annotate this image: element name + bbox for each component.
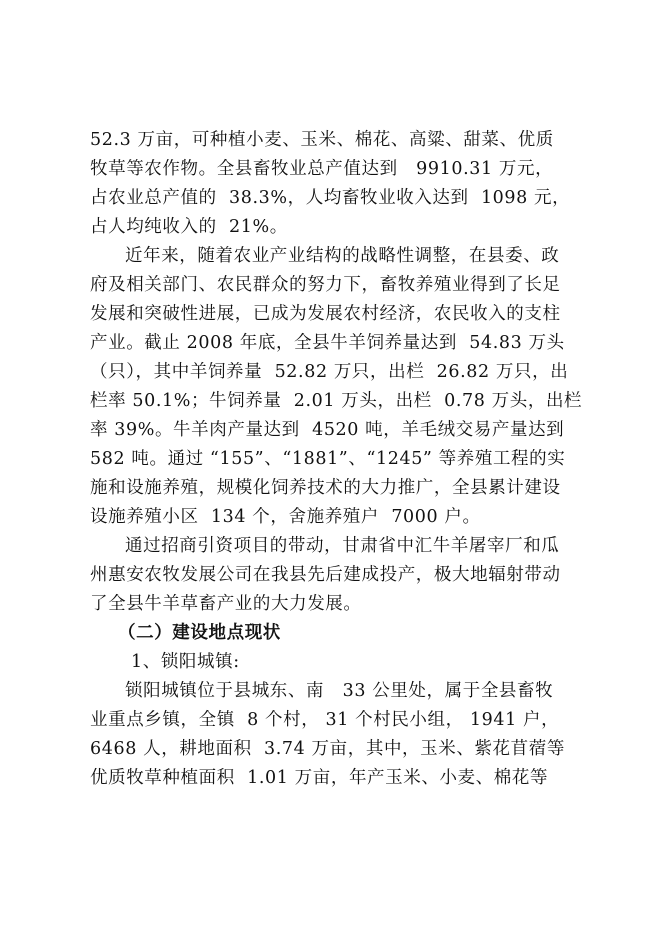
- paragraph-4-line-4: 优质牧草种植面积 1.01 万亩，年产玉米、小麦、棉花等: [90, 768, 549, 788]
- paragraph-2-line-6: 栏率 50.1%；牛饲养量 2.01 万头，出栏 0.78 万头，出栏: [90, 391, 583, 411]
- paragraph-1-line-1: 52.3 万亩，可种植小麦、玉米、棉花、高粱、甜菜、优质: [90, 130, 554, 150]
- paragraph-2-line-9: 施和设施养殖，规模化饲养技术的大力推广，全县累计建设: [90, 478, 561, 498]
- paragraph-3-line-3: 了全县牛羊草畜产业的大力发展。: [90, 594, 362, 614]
- paragraph-1-line-2: 牧草等农作物。全县畜牧业总产值达到 9910.31 万元，: [90, 159, 554, 179]
- paragraph-2-line-4: 产业。截止 2008 年底，全县牛羊饲养量达到 54.83 万头: [90, 333, 565, 353]
- paragraph-2-line-2: 府及相关部门、农民群众的努力下，畜牧养殖业得到了长足: [90, 275, 561, 295]
- paragraph-1-line-4: 占人均纯收入的 21%。: [90, 217, 288, 237]
- paragraph-2-line-5: （只），其中羊饲养量 52.82 万只，出栏 26.82 万只，出: [90, 362, 569, 382]
- subheading: 1、锁阳城镇:: [131, 652, 240, 672]
- paragraph-4-line-3: 6468 人，耕地面积 3.74 万亩，其中，玉米、紫花苜蓿等: [90, 739, 565, 759]
- paragraph-2-line-10: 设施养殖小区 134 个，舍施养殖户 7000 户。: [90, 507, 481, 527]
- paragraph-3-line-2: 州惠安农牧发展公司在我县先后建成投产，极大地辐射带动: [90, 565, 561, 585]
- paragraph-4-line-2: 业重点乡镇，全镇 8 个村， 31 个村民小组， 1941 户，: [90, 710, 560, 730]
- section-heading: （二）建设地点现状: [118, 623, 281, 643]
- paragraph-2-line-8: 582 吨。通过 “155”、“1881”、“1245” 等养殖工程的实: [90, 449, 566, 469]
- paragraph-2-line-1: 近年来，随着农业产业结构的战略性调整，在县委、政: [125, 246, 560, 266]
- paragraph-3-line-1: 通过招商引资项目的带动，甘肃省中汇牛羊屠宰厂和瓜: [125, 536, 560, 556]
- paragraph-4-line-1: 锁阳城镇位于县城东、南 33 公里处，属于全县畜牧: [125, 681, 554, 701]
- paragraph-2-line-7: 率 39%。牛羊肉产量达到 4520 吨，羊毛绒交易产量达到: [90, 420, 565, 440]
- paragraph-1-line-3: 占农业总产值的 38.3%，人均畜牧业收入达到 1098 元，: [90, 188, 571, 208]
- paragraph-2-line-3: 发展和突破性进展，已成为发展农村经济，农民收入的支柱: [90, 304, 561, 324]
